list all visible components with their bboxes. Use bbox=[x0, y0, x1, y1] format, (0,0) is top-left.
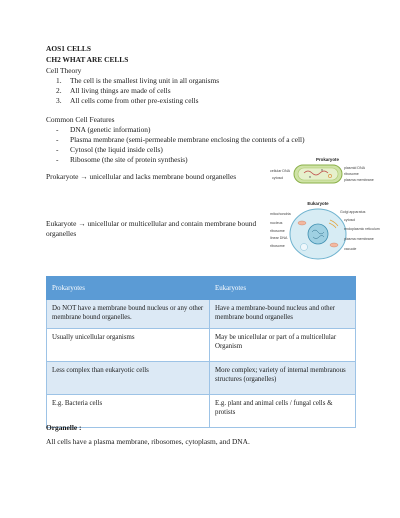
diagram-label: plasma membrane bbox=[344, 237, 374, 241]
organelle-heading: Organelle : bbox=[46, 423, 82, 432]
table-cell: Do NOT have a membrane bound nucleus or any other membrane bound organelles. bbox=[47, 300, 210, 329]
table-row bbox=[47, 395, 356, 428]
eukaryote-definition-cont: organelles bbox=[46, 229, 77, 238]
diagram-label: ribosome bbox=[270, 244, 285, 248]
diagram-label: mitochondria bbox=[270, 212, 291, 216]
mitochondrion bbox=[298, 221, 306, 225]
table-cell: Less complex than eukaryotic cells bbox=[47, 362, 210, 395]
diagram-label: plasmid DNA bbox=[344, 166, 365, 170]
cell-theory-title: Cell Theory bbox=[46, 66, 82, 75]
diagram-label: ribosome bbox=[344, 172, 359, 176]
diagram-label: cellular DNA bbox=[270, 169, 290, 173]
ribosome-dot bbox=[309, 176, 310, 177]
diagram-label: nucleus bbox=[270, 221, 283, 225]
mitochondrion bbox=[330, 243, 338, 247]
diagram-label: cytosol bbox=[344, 218, 356, 222]
diagram-label: cytosol bbox=[272, 176, 284, 180]
diagram-label: linear DNA bbox=[270, 236, 288, 240]
table-row bbox=[47, 362, 356, 395]
ribosome-dot bbox=[321, 169, 322, 170]
diagram-label: plasma membrane bbox=[344, 178, 374, 182]
prokaryote-definition: Prokaryote → unicellular and lacks membrane bound organelles bbox=[46, 172, 237, 181]
chapter-heading: CH2 WHAT ARE CELLS bbox=[46, 55, 129, 64]
organelle-text: All cells have a plasma membrane, ribosomes, cytoplasm, and DNA. bbox=[46, 437, 250, 446]
prokaryote-cytosol bbox=[298, 168, 338, 180]
document-page: AOS1 CELLS CH2 WHAT ARE CELLS Cell Theory 1. The cell is the smallest living unit in all organisms 2. All living things are made of cells 3. All cells come from other pre-existing cells Common Cell Features - DNA (genetic information) - Plasma membrane (semi-permeable membrane enclosing the contents of a cell) - Cytosol (the liquid inside cells) - Ribosome (the site of protein synthesis) Prokaryote → unicellular and lacks membrane bound organelles Prokaryote cellular DNA cytosol plasmid DNA ribosome plasma membrane Eukaryote → unicellular or multicellular and contain membrane bound organelles Eukaryote mitochondria nucleus ribosome linear DNA ribosome Golgi apparatus cytosol endoplasmic reticulum plasma membrane vacuole Prokaryotes Eukaryotes Do NOT have a membrane bound nucleus or any other membrane bound organelles. Have a membrane-bound nucleus and other membrane bound organelles Usually unicellular organisms May be unicellular or part of a multicellular Organism Less complex than eukaryotic cells More complex; variety of internal membranous structures (organelles) E.g. Bacteria cells E.g. plant and animal cells / fungal cells & protists Organelle : All cells have a plasma membrane, ribosomes, cytoplasm, and DNA. bbox=[46, 44, 380, 446]
prokaryote-diagram bbox=[270, 153, 374, 193]
diagram-label: vacuole bbox=[344, 247, 357, 251]
table-header: Prokaryotes bbox=[47, 277, 210, 300]
diagram-label: endoplasmic reticulum bbox=[344, 227, 380, 231]
eukaryote-diagram bbox=[270, 199, 380, 265]
table-cell: E.g. Bacteria cells bbox=[47, 395, 210, 428]
table-cell: Usually unicellular organisms bbox=[47, 329, 210, 362]
table-cell: May be unicellular or part of a multicellular Organism bbox=[210, 329, 356, 362]
comparison-table bbox=[46, 276, 356, 428]
eukaryote-definition: Eukaryote → unicellular or multicellular and contain membrane bound bbox=[46, 219, 257, 228]
table-row bbox=[47, 329, 356, 362]
document-title: AOS1 CELLS bbox=[46, 44, 91, 53]
diagram-label: ribosome bbox=[270, 229, 285, 233]
table-cell: More complex; variety of internal membranous structures (organelles) bbox=[210, 362, 356, 395]
table-row bbox=[47, 300, 356, 329]
vacuole bbox=[301, 244, 308, 251]
table-cell: Have a membrane-bound nucleus and other membrane bound organelles bbox=[210, 300, 356, 329]
table-cell: E.g. plant and animal cells / fungal cells & protists bbox=[210, 395, 356, 428]
table-header-row bbox=[47, 277, 356, 300]
nucleus bbox=[308, 224, 328, 244]
prokaryote-diagram-title: Prokaryote bbox=[316, 157, 339, 162]
eukaryote-diagram-title: Eukaryote bbox=[307, 201, 329, 206]
table-header: Eukaryotes bbox=[210, 277, 356, 300]
diagram-label: Golgi apparatus bbox=[340, 210, 366, 214]
features-title: Common Cell Features bbox=[46, 115, 115, 124]
